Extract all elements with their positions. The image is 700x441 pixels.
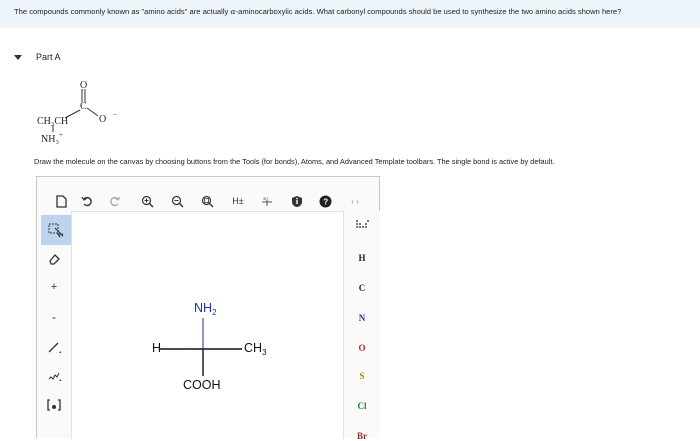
ch3ch-group: CH₃CH bbox=[37, 116, 69, 127]
atoms-toolbar bbox=[343, 211, 380, 439]
methyl-group-label bbox=[244, 341, 267, 357]
top-toolbar bbox=[37, 177, 379, 212]
methyl-ch: CH bbox=[244, 341, 263, 355]
alpha-symbol: α bbox=[230, 7, 236, 16]
amine-group-label bbox=[194, 301, 217, 317]
carboxyl-carbon: C bbox=[80, 101, 87, 112]
info-shield-icon[interactable] bbox=[289, 193, 305, 209]
hydrogen-toggle-button[interactable]: H± bbox=[232, 196, 244, 206]
methyl-subscript: 3 bbox=[262, 348, 267, 357]
positive-charge-tool[interactable]: + bbox=[50, 281, 58, 293]
amine-nh: NH bbox=[194, 301, 213, 315]
question-text bbox=[0, 0, 700, 28]
svg-text:?: ? bbox=[322, 197, 328, 206]
periodic-table-icon[interactable] bbox=[344, 219, 380, 231]
chain-tool-icon[interactable] bbox=[44, 365, 64, 385]
atom-button-n[interactable]: N bbox=[358, 313, 366, 323]
atom-button-c[interactable]: C bbox=[358, 283, 366, 293]
tools-toolbar bbox=[37, 211, 72, 439]
atom-button-o[interactable]: O bbox=[358, 343, 366, 353]
zoom-in-icon[interactable] bbox=[139, 193, 155, 209]
svg-text:3D: 3D bbox=[263, 196, 269, 201]
zoom-fit-icon[interactable] bbox=[199, 193, 215, 209]
atom-button-br[interactable]: Br bbox=[357, 431, 367, 441]
negative-charge: − bbox=[113, 111, 117, 119]
undo-icon[interactable] bbox=[79, 193, 95, 209]
positive-charge: + bbox=[59, 131, 63, 139]
caret-down-icon[interactable] bbox=[14, 55, 22, 60]
carbonyl-oxygen: O bbox=[80, 80, 88, 91]
document-icon[interactable] bbox=[53, 193, 69, 209]
carboxyl-group-label: COOH bbox=[183, 378, 221, 392]
atom-button-h[interactable]: H bbox=[358, 253, 366, 263]
molecule-bonds bbox=[72, 212, 343, 439]
nh3-group: NH₃ bbox=[41, 134, 59, 145]
redo-icon[interactable] bbox=[107, 193, 123, 209]
carboxylate-oxygen: O bbox=[99, 114, 107, 125]
3d-template-icon[interactable] bbox=[259, 193, 275, 209]
hydrogen-label: H bbox=[152, 341, 162, 355]
select-tool-icon[interactable] bbox=[41, 215, 71, 245]
zoom-out-icon[interactable] bbox=[169, 193, 185, 209]
single-bond-icon[interactable] bbox=[44, 337, 64, 357]
amine-subscript: 2 bbox=[212, 308, 217, 317]
atom-button-s[interactable]: S bbox=[359, 371, 365, 381]
question-text-start: The compounds commonly known as "amino acids" are actually bbox=[14, 7, 231, 16]
eraser-icon[interactable] bbox=[44, 249, 64, 269]
help-icon[interactable] bbox=[317, 193, 333, 209]
question-text-end: -aminocarboxylic acids. What carbonyl compounds should be used to synthesize the two amino acids shown here? bbox=[235, 7, 622, 16]
drawing-canvas[interactable] bbox=[72, 212, 343, 439]
toolbar-scroll-arrows[interactable]: ‹ › bbox=[351, 196, 359, 206]
part-a-header[interactable] bbox=[14, 52, 61, 62]
molecule-editor bbox=[36, 176, 380, 441]
bracket-tool-icon[interactable] bbox=[44, 395, 64, 415]
part-label: Part A bbox=[36, 52, 61, 62]
negative-charge-tool[interactable]: - bbox=[52, 310, 56, 324]
atom-button-cl[interactable]: Cl bbox=[357, 401, 367, 411]
instructions: Draw the molecule on the canvas by choosing buttons from the Tools (for bonds), Atoms, and Advanced Template toolbars. The single bond is active by default. bbox=[34, 157, 555, 166]
